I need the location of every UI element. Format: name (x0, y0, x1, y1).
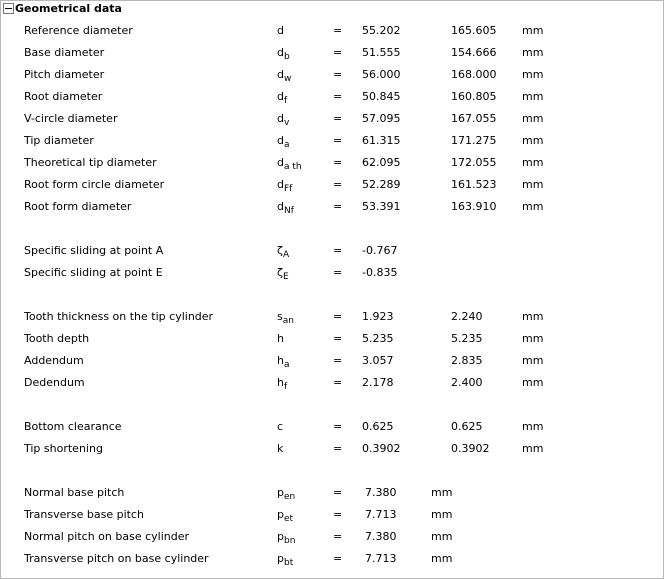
equals-sign: = (333, 266, 343, 279)
table-row (1, 507, 661, 523)
unit-label: mm (522, 156, 544, 169)
row-label: Transverse base pitch (24, 508, 144, 521)
symbol-base: d (277, 156, 284, 169)
value-1: 0.625 (362, 420, 394, 433)
symbol-subscript: w (283, 74, 292, 84)
row-label: Tooth depth (24, 332, 90, 345)
symbol-subscript: A (282, 250, 290, 260)
value-1: 51.555 (362, 46, 401, 59)
symbol-subscript: bt (283, 558, 294, 568)
table-row (1, 265, 661, 281)
value-1: 0.3902 (362, 442, 401, 455)
table-row (1, 375, 661, 391)
symbol-base: d (277, 112, 284, 125)
value-2: 163.910 (451, 200, 497, 213)
symbol-subscript: E (282, 272, 289, 282)
value-1: 7.713 (365, 552, 397, 565)
symbol-subscript: f (283, 382, 288, 392)
symbol-subscript: en (283, 492, 296, 502)
unit-label: mm (522, 420, 544, 433)
unit-label: mm (522, 134, 544, 147)
symbol-subscript: Nf (283, 206, 294, 216)
symbol-base: p (277, 552, 284, 565)
row-symbol (277, 243, 289, 259)
row-label: Root form diameter (24, 200, 132, 213)
value-2: 5.235 (451, 332, 483, 345)
symbol-base: d (277, 178, 284, 191)
value-2: mm (431, 486, 453, 499)
value-2: 2.240 (451, 310, 483, 323)
row-symbol (277, 177, 292, 193)
symbol-subscript: Ff (283, 184, 293, 194)
table-row (1, 331, 661, 347)
symbol-base: c (277, 420, 284, 433)
row-label: Tooth thickness on the tip cylinder (24, 310, 214, 323)
table-row (1, 199, 661, 215)
value-2: 0.3902 (451, 442, 490, 455)
row-label: Base diameter (24, 46, 105, 59)
row-symbol (277, 331, 284, 347)
symbol-base: d (277, 90, 284, 103)
symbol-base: s (277, 310, 283, 323)
equals-sign: = (333, 244, 343, 257)
row-symbol (277, 441, 283, 457)
unit-label: mm (522, 200, 544, 213)
table-row (1, 177, 661, 193)
value-2: mm (431, 508, 453, 521)
unit-label: mm (522, 442, 544, 455)
table-row (1, 441, 661, 457)
table-row (1, 529, 661, 545)
symbol-base: ζ (277, 266, 283, 279)
table-row (1, 485, 661, 501)
equals-sign: = (333, 90, 343, 103)
row-symbol (277, 375, 287, 391)
unit-label: mm (522, 24, 544, 37)
value-1: 55.202 (362, 24, 401, 37)
row-label: Dedendum (24, 376, 85, 389)
row-symbol (277, 67, 291, 83)
unit-label: mm (522, 332, 544, 345)
row-symbol (277, 155, 302, 171)
symbol-subscript: f (283, 96, 288, 106)
symbol-subscript: an (282, 316, 294, 326)
row-label: Normal base pitch (24, 486, 125, 499)
row-label: Pitch diameter (24, 68, 105, 81)
row-label: Addendum (24, 354, 84, 367)
value-1: 61.315 (362, 134, 401, 147)
equals-sign: = (333, 310, 343, 323)
symbol-subscript: et (283, 514, 294, 524)
row-label: Tip diameter (24, 134, 94, 147)
row-symbol (277, 23, 284, 39)
value-2: 168.000 (451, 68, 497, 81)
value-2: 171.275 (451, 134, 497, 147)
table-row (1, 89, 661, 105)
value-1: 57.095 (362, 112, 401, 125)
value-2: 154.666 (451, 46, 497, 59)
equals-sign: = (333, 68, 343, 81)
symbol-subscript: a (283, 360, 290, 370)
row-symbol (277, 419, 283, 435)
value-1: 5.235 (362, 332, 394, 345)
symbol-subscript: a (283, 140, 290, 150)
row-label: Bottom clearance (24, 420, 122, 433)
row-symbol (277, 353, 290, 369)
value-1: 50.845 (362, 90, 401, 103)
equals-sign: = (333, 178, 343, 191)
row-symbol (277, 551, 293, 567)
row-label: Transverse pitch on base cylinder (24, 552, 209, 565)
row-label: Theoretical tip diameter (24, 156, 157, 169)
symbol-base: d (277, 200, 284, 213)
row-symbol (277, 309, 294, 325)
equals-sign: = (333, 112, 343, 125)
equals-sign: = (333, 376, 343, 389)
table-row (1, 309, 661, 325)
table-row (1, 67, 661, 83)
value-1: 2.178 (362, 376, 394, 389)
symbol-subscript: bn (283, 536, 296, 546)
table-row (1, 419, 661, 435)
row-symbol (277, 507, 293, 523)
value-1: 1.923 (362, 310, 394, 323)
table-row (1, 45, 661, 61)
equals-sign: = (333, 552, 343, 565)
value-2: 167.055 (451, 112, 497, 125)
unit-label: mm (522, 90, 544, 103)
symbol-base: d (277, 134, 284, 147)
symbol-base: p (277, 530, 284, 543)
equals-sign: = (333, 24, 343, 37)
row-label: V-circle diameter (24, 112, 118, 125)
value-1: -0.835 (362, 266, 398, 279)
symbol-base: d (277, 68, 284, 81)
value-2: 2.835 (451, 354, 483, 367)
table-row (1, 155, 661, 171)
value-2: mm (431, 530, 453, 543)
row-symbol (277, 45, 290, 61)
unit-label: mm (522, 68, 544, 81)
row-label: Normal pitch on base cylinder (24, 530, 189, 543)
equals-sign: = (333, 530, 343, 543)
row-symbol (277, 485, 295, 501)
collapse-toggle-icon[interactable] (3, 3, 14, 14)
unit-label: mm (522, 46, 544, 59)
unit-label: mm (522, 178, 544, 191)
row-symbol (277, 265, 289, 281)
equals-sign: = (333, 156, 343, 169)
unit-label: mm (522, 376, 544, 389)
row-symbol (277, 89, 287, 105)
equals-sign: = (333, 200, 343, 213)
equals-sign: = (333, 508, 343, 521)
unit-label: mm (522, 112, 544, 125)
value-1: 53.391 (362, 200, 401, 213)
row-label: Specific sliding at point A (24, 244, 164, 257)
row-label: Root diameter (24, 90, 103, 103)
row-label: Specific sliding at point E (24, 266, 163, 279)
row-symbol (277, 529, 295, 545)
row-symbol (277, 199, 294, 215)
equals-sign: = (333, 420, 343, 433)
equals-sign: = (333, 486, 343, 499)
section-title: Geometrical data (15, 2, 122, 15)
symbol-subscript: b (283, 52, 290, 62)
symbol-subscript: v (283, 118, 290, 128)
value-2: 161.523 (451, 178, 497, 191)
value-1: 3.057 (362, 354, 394, 367)
value-2: 160.805 (451, 90, 497, 103)
value-1: 7.380 (365, 486, 397, 499)
equals-sign: = (333, 354, 343, 367)
value-2: 2.400 (451, 376, 483, 389)
unit-label: mm (522, 354, 544, 367)
table-row (1, 243, 661, 259)
row-label: Reference diameter (24, 24, 133, 37)
table-row (1, 111, 661, 127)
symbol-base: p (277, 486, 284, 499)
table-row (1, 133, 661, 149)
equals-sign: = (333, 442, 343, 455)
value-1: 56.000 (362, 68, 401, 81)
table-row (1, 551, 661, 567)
value-2: 165.605 (451, 24, 497, 37)
symbol-base: d (277, 46, 284, 59)
value-2: mm (431, 552, 453, 565)
equals-sign: = (333, 134, 343, 147)
table-row (1, 23, 661, 39)
value-1: 62.095 (362, 156, 401, 169)
table-row (1, 353, 661, 369)
value-1: -0.767 (362, 244, 398, 257)
equals-sign: = (333, 46, 343, 59)
row-symbol (277, 111, 289, 127)
symbol-subscript: a th (283, 162, 302, 172)
symbol-base: h (277, 376, 284, 389)
symbol-base: p (277, 508, 284, 521)
value-2: 172.055 (451, 156, 497, 169)
row-label: Root form circle diameter (24, 178, 165, 191)
symbol-base: h (277, 332, 284, 345)
symbol-base: ζ (277, 244, 283, 257)
row-label: Tip shortening (24, 442, 103, 455)
symbol-base: d (277, 24, 284, 37)
value-1: 7.713 (365, 508, 397, 521)
row-symbol (277, 133, 290, 149)
equals-sign: = (333, 332, 343, 345)
symbol-base: h (277, 354, 284, 367)
value-1: 52.289 (362, 178, 401, 191)
value-2: 0.625 (451, 420, 483, 433)
symbol-base: k (277, 442, 284, 455)
unit-label: mm (522, 310, 544, 323)
value-1: 7.380 (365, 530, 397, 543)
